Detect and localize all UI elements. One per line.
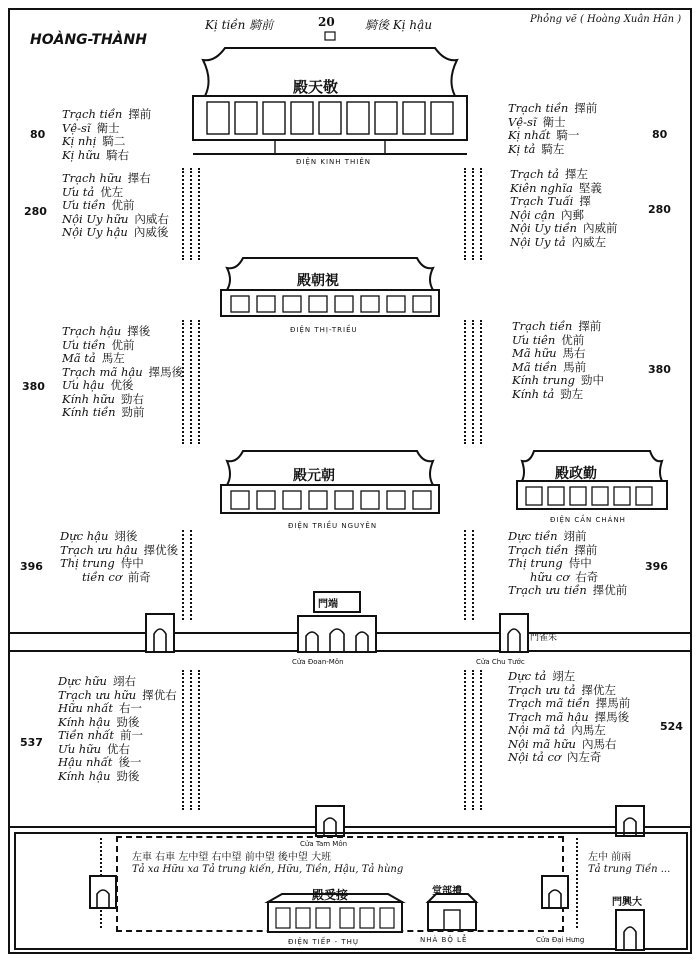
section-537-right-list [508, 670, 630, 765]
list-item: Ưu tả 优左 [62, 184, 124, 199]
list-item: Trạch ưu tiền 擇优前 [508, 583, 628, 597]
gate-chu-tuoc [494, 608, 534, 654]
section-537-left-list [58, 675, 177, 783]
list-item: Kị nhị 騎二 [62, 134, 126, 148]
section-396-left-list [60, 530, 178, 584]
dotted-column [190, 320, 192, 444]
list-item: Tiền nhất 前一 [58, 728, 143, 742]
gate-doan-mon-caption: Cửa Đoan-Môn [292, 658, 344, 666]
list-item: Ưu tiên 优前 [512, 332, 585, 347]
list-item: Thị trung 侍中 [60, 556, 144, 570]
hall-trieu-nguyen-caption: ĐIỆN TRIỀU NGUYÊN [288, 522, 378, 530]
section-80-number: 80 [30, 128, 46, 141]
dotted-column [190, 168, 192, 260]
dotted-column [480, 320, 482, 444]
hall-kinh-thien [185, 30, 475, 170]
hall-kinh-thien-chinese: 殿天敬 [293, 78, 339, 96]
hall-can-chanh-caption: ĐIỆN CẦN CHÁNH [550, 516, 626, 524]
section-80-left-list [62, 108, 151, 162]
list-item: Trạch ưu hữu 擇优右 [58, 687, 177, 702]
dotted-column [198, 168, 200, 260]
diagram-title: HOÀNG-THÀNH [30, 32, 147, 48]
list-item: Kính tả 勁左 [512, 386, 584, 401]
list-item: Nội mã tả 內馬左 [508, 723, 606, 737]
hall-tiep-thu-caption: ĐIỆN TIẾP - THỤ [288, 938, 359, 946]
hall-tiep-thu-chinese: 殿受接 [312, 888, 349, 902]
dotted-column [472, 530, 474, 620]
list-item: Mã tiền 馬前 [512, 359, 587, 374]
section-80-number-right: 80 [652, 128, 668, 141]
top-number: 20 [318, 15, 335, 29]
hall-thi-trieu-chinese: 殿朝視 [297, 273, 339, 289]
section-396-right-list [508, 530, 627, 598]
list-item: tiền cơ 前奇 [82, 569, 151, 584]
top-left-label: Kị tiền 騎前 [205, 18, 274, 32]
section-537-number: 537 [20, 736, 43, 749]
section-280-number-right: 280 [648, 203, 671, 216]
dotted-column [464, 670, 466, 810]
list-item: Kính hậu 勁後 [58, 768, 140, 783]
list-item: Vệ-sĩ 衛士 [508, 114, 566, 129]
dotted-column [190, 530, 192, 620]
gate-doan-mon-chinese: 門端 [318, 599, 338, 610]
list-item: Trạch hữu 擇右 [62, 171, 151, 185]
dotted-column [480, 168, 482, 260]
section-380-right-list [512, 320, 604, 401]
section-396-number: 396 [20, 560, 43, 573]
section-396-number-right: 396 [645, 560, 668, 573]
side-gate-right [538, 872, 572, 912]
list-item: Kị hữu 騎右 [62, 147, 130, 162]
dotted-column [182, 320, 184, 444]
list-item: Hữu nhất 右一 [58, 701, 142, 715]
gate-dai-hung-chinese: 門興大 [612, 897, 642, 908]
list-item: Kị tả 騎左 [508, 141, 565, 156]
dotted-column [198, 320, 200, 444]
section-280-right-list [510, 168, 617, 249]
hall-bo-le-caption: NHÀ BỘ LỄ [420, 936, 468, 944]
dotted-column [182, 530, 184, 620]
list-item: Trạch tiền 擇前 [512, 319, 602, 333]
dotted-column [464, 168, 466, 260]
section-380-left-list [62, 325, 183, 420]
list-item: Nội tả cơ 內左奇 [508, 750, 602, 764]
list-item: Trạch tiền 擇前 [508, 542, 598, 557]
dotted-column [576, 838, 578, 928]
list-item: Trạch mã hậu 擇馬後 [62, 364, 184, 379]
hall-thi-trieu-caption: ĐIỆN THỊ-TRIỀU [290, 326, 358, 334]
list-item: Trạch mã hậu 擇馬後 [508, 709, 630, 724]
list-item: Dực hậu 翊後 [60, 529, 138, 543]
dotted-column [182, 168, 184, 260]
list-item: Trạch ưu tả 擇优左 [508, 682, 616, 697]
hall-kinh-thien-caption: ĐIỆN KINH THIÊN [296, 158, 372, 166]
list-item: Trạch mã tiền 擇馬前 [508, 696, 631, 710]
list-item: Dực hữu 翊右 [58, 674, 136, 688]
list-item: Nội mã hữu 內馬右 [508, 736, 617, 751]
list-item: Mã hữu 馬右 [512, 346, 586, 360]
list-item: Kính hậu 勁後 [58, 714, 140, 729]
list-item: Ưu tiền 优前 [62, 198, 135, 212]
section-537-number-right: 524 [660, 720, 683, 733]
section-80-right-list [508, 102, 597, 156]
dotted-column [190, 670, 192, 810]
top-right-label: 騎後 Kị hậu [365, 18, 433, 32]
gate-chu-tuoc-chinese: 門雀朱 [530, 633, 558, 643]
list-item: Dực tiền 翊前 [508, 529, 587, 543]
dotted-column [464, 530, 466, 620]
gate-tam-mon-caption: Cửa Tam Môn [300, 840, 348, 848]
list-item: Thị trung 侍中 [508, 556, 592, 570]
dotted-column [182, 670, 184, 810]
inner-wall-top [10, 826, 690, 828]
dotted-column [198, 670, 200, 810]
list-item: Trạch Tuấi 擇 [510, 194, 591, 208]
hall-can-chanh-chinese: 殿政勤 [555, 466, 597, 482]
list-item: Nội Uy hữu 內威右 [62, 211, 169, 226]
list-item: Nội Uy hậu 內威後 [62, 225, 169, 239]
gate-chu-tuoc-caption: Cửa Chu Tước [476, 658, 525, 666]
bottom-row-chinese: 左車 右車 左中望 右中望 前中望 後中望 大班 [132, 852, 332, 863]
list-item: Kị nhất 騎一 [508, 128, 580, 142]
list-item: Trạch tiền 擇前 [62, 107, 152, 121]
list-item: hữu cơ 右奇 [530, 569, 599, 584]
list-item: Dực tả 翊左 [508, 669, 576, 683]
section-280-left-list [62, 172, 169, 240]
list-item: Ưu hậu 优後 [62, 378, 134, 392]
bottom-right-viet: Tả trung Tiền ... [588, 864, 671, 875]
list-item: Nội Uy tả 內威左 [510, 234, 607, 249]
section-380-number-right: 380 [648, 363, 671, 376]
list-item: Trạch ưu hậu 擇优後 [60, 542, 179, 557]
bottom-row-viet: Tả xa Hữu xa Tả trung kiến, Hữu, Tiền, Hậu, Tả hùng [132, 864, 404, 875]
list-item: Kính tiền 勁前 [62, 405, 145, 419]
small-gate-left [140, 608, 180, 654]
dotted-column [472, 168, 474, 260]
dotted-column [464, 320, 466, 444]
list-item: Trạch tiền 擇前 [508, 101, 598, 115]
list-item: Ưu tiền 优前 [62, 337, 135, 352]
list-item: Kiên nghĩa 堅義 [510, 180, 602, 195]
hall-trieu-nguyen-chinese: 殿元朝 [293, 468, 335, 484]
list-item: Ưu hữu 优右 [58, 741, 130, 756]
list-item: Nội Uy tiền 內威前 [510, 221, 618, 235]
author-credit: Phỏng vẽ ( Hoàng Xuân Hãn ) [530, 14, 682, 25]
bottom-right-chinese: 左中 前兩 [588, 852, 632, 863]
dotted-column [472, 670, 474, 810]
side-gate-left [86, 872, 120, 912]
list-item: Mã tả 馬左 [62, 351, 125, 365]
dotted-column [480, 670, 482, 810]
list-item: Kính hữu 勁右 [62, 391, 144, 406]
list-item: Trạch hậu 擇後 [62, 324, 151, 338]
section-280-number: 280 [24, 205, 47, 218]
section-380-number: 380 [22, 380, 45, 393]
list-item: Trạch tả 擇左 [510, 167, 589, 181]
gate-dai-hung-caption: Cửa Đại Hưng [536, 936, 585, 944]
list-item: Hậu nhất 後一 [58, 755, 142, 769]
list-item: Nội cận 內郵 [510, 207, 585, 222]
hall-bo-le-chinese: 堂部禮 [432, 886, 462, 897]
dotted-column [472, 320, 474, 444]
gate-dai-hung [610, 906, 650, 952]
list-item: Kính trung 勁中 [512, 373, 605, 387]
list-item: Vệ-sĩ 衛士 [62, 120, 120, 135]
